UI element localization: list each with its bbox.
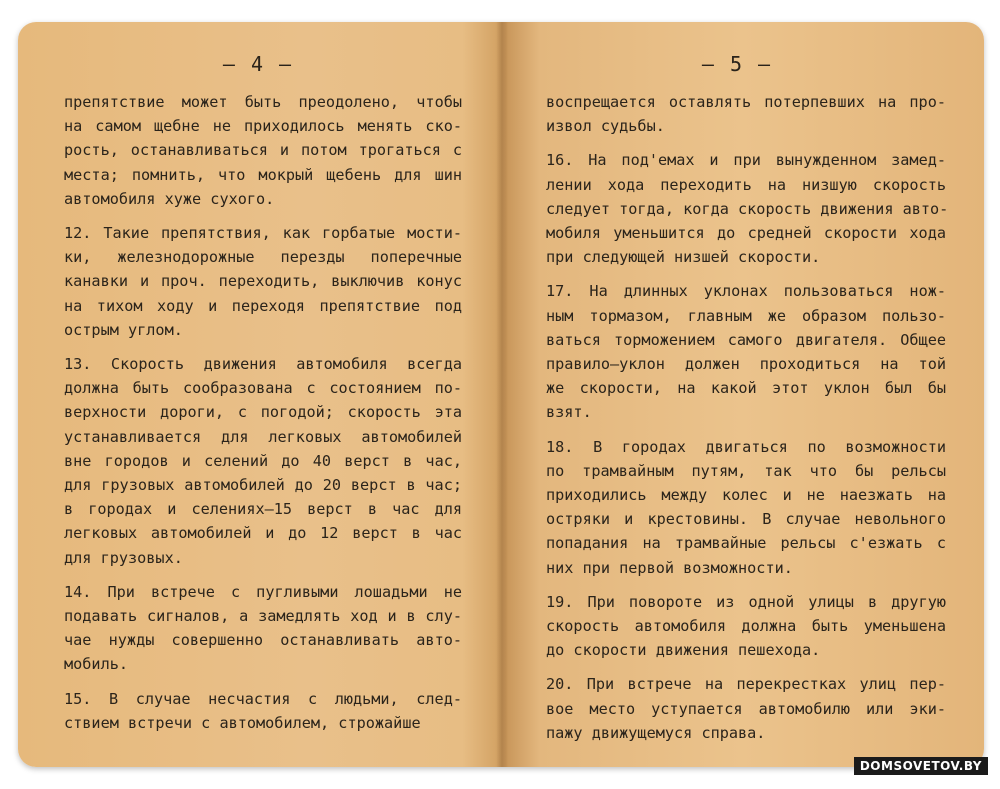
text-line: ваться торможением самого двигателя. Общее <box>546 330 946 349</box>
text-line: 14. При встрече с пугливыми лошадьми не <box>64 582 462 601</box>
site-watermark: DOMSOVETOV.BY <box>854 757 988 775</box>
page-body <box>546 90 949 755</box>
right-page <box>502 22 984 767</box>
paragraph <box>546 279 946 424</box>
text-line: места; помнить, что мокрый щебень для шин <box>64 165 462 184</box>
text-line: вое место уступается автомобилю или эки- <box>546 699 946 718</box>
text-line: до скорости движения пешехода. <box>546 641 821 660</box>
text-line: взят. <box>546 403 592 422</box>
text-line: следует тогда, когда скорость движения авто- <box>546 199 949 218</box>
text-line: 17. На длинных уклонах пользоваться нож- <box>546 282 946 301</box>
paragraph <box>546 672 946 745</box>
text-line: подавать сигналов, а замедлять ход и в слу- <box>64 607 462 626</box>
text-line: на самом щебне не приходилось менять ско- <box>64 117 462 136</box>
text-line: попадания на трамвайные рельсы с'езжать с <box>546 534 946 553</box>
text-line: скорость автомобиля должна быть уменьшена <box>546 617 946 636</box>
text-line: 16. На под'емах и при вынужденном замед- <box>546 151 946 170</box>
text-line: 12. Такие препятствия, как горбатые мости- <box>64 224 462 243</box>
text-line: в городах и селениях—15 верст в час для <box>64 500 462 519</box>
text-line: 13. Скорость движения автомобиля всегда <box>64 355 462 374</box>
text-line: рость, останавливаться и потом трогаться с <box>64 141 462 160</box>
text-line: мобиль. <box>64 655 129 674</box>
text-line: при следующей низшей скорости. <box>546 248 821 267</box>
text-line: легковых автомобилей и до 12 верст в час <box>64 524 462 543</box>
text-line: чае нужды совершенно останавливать авто- <box>64 631 462 650</box>
text-line: на тихом ходу и переходя препятствие под <box>64 296 462 315</box>
text-line: лении хода переходить на низшую скорость <box>546 175 946 194</box>
text-line: ным тормазом, главным же образом пользо- <box>546 306 946 325</box>
text-line: приходились между колес и не наезжать на <box>546 486 946 505</box>
paragraph <box>546 435 946 580</box>
paragraph <box>64 90 462 211</box>
text-line: устанавливается для легковых автомобилей <box>64 427 462 446</box>
text-line: по трамвайным путям, так что бы рельсы <box>546 461 946 480</box>
page-number: — 5 — <box>701 52 773 76</box>
paragraph <box>546 148 949 269</box>
page-number: — 4 — <box>222 52 294 76</box>
text-line: воспрещается оставлять потерпевших на про- <box>546 93 946 111</box>
paragraph <box>64 687 462 735</box>
text-line: пажу движущемуся справа. <box>546 723 766 742</box>
paragraph <box>546 90 946 138</box>
text-line: препятствие может быть преодолено, чтобы <box>64 93 462 111</box>
text-line: ствием встречи с автомобилем, строжайше <box>64 713 421 732</box>
text-line: верхности дороги, с погодой; скорость эта <box>64 403 462 422</box>
text-line: них при первой возможности. <box>546 558 793 577</box>
text-line: вне городов и селений до 40 верст в час, <box>64 451 462 470</box>
paragraph <box>64 580 462 677</box>
text-line: мобиля уменьшится до средней скорости хода <box>546 224 946 243</box>
left-page <box>18 22 500 767</box>
text-line: острым углом. <box>64 320 183 339</box>
text-line: канавки и проч. переходить, выключив конус <box>64 272 462 291</box>
text-line: 20. При встрече на перекрестках улиц пер- <box>546 675 946 694</box>
text-line: должна быть сообразована с состоянием по- <box>64 379 462 398</box>
text-line: остряки и крестовины. В случае невольного <box>546 510 946 529</box>
text-line: 15. В случае несчастия с людьми, след- <box>64 689 462 708</box>
text-line: же скорости, на какой этот уклон был бы <box>546 379 946 398</box>
paragraph <box>546 590 946 663</box>
text-line: 18. В городах двигаться по возможности <box>546 437 946 456</box>
text-line: правило—уклон должен проходиться на той <box>546 355 946 374</box>
text-line: 19. При повороте из одной улицы в другую <box>546 592 946 611</box>
paragraph <box>64 352 462 570</box>
page-body <box>64 90 462 745</box>
text-line: ки, железнодорожные перезды поперечные <box>64 248 462 267</box>
text-line: для грузовых автомобилей до 20 верст в час; <box>64 476 462 495</box>
open-booklet-spread <box>18 22 984 767</box>
paragraph <box>64 221 462 342</box>
text-line: для грузовых. <box>64 548 183 567</box>
text-line: автомобиля хуже сухого. <box>64 189 275 208</box>
text-line: извол судьбы. <box>546 117 665 136</box>
